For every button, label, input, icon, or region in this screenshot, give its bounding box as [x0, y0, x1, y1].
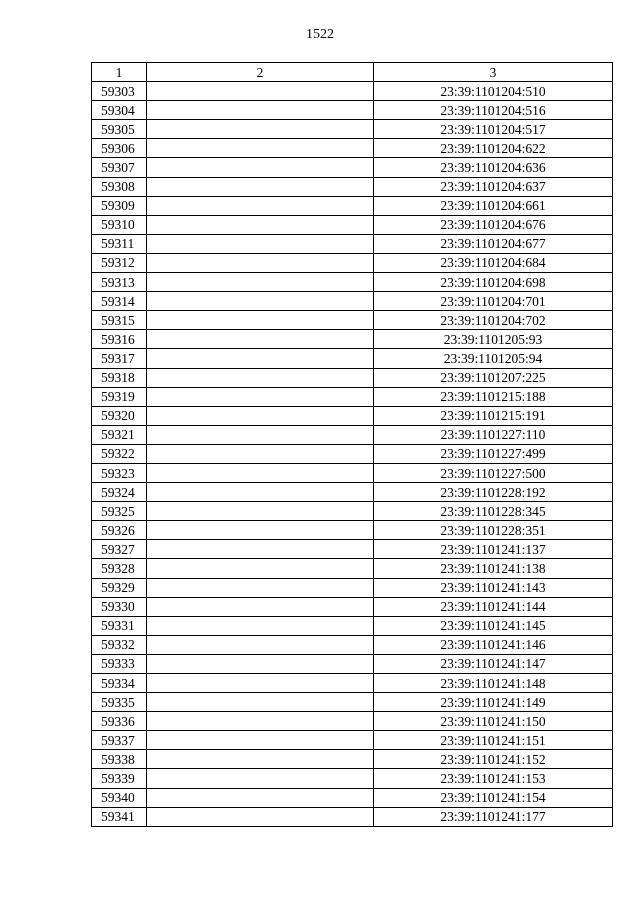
table-header: [92, 63, 613, 82]
table-row: [92, 750, 613, 769]
table-row: [92, 578, 613, 597]
table-row: [92, 330, 613, 349]
row-empty-cell: [147, 311, 374, 330]
row-empty-cell: [147, 674, 374, 693]
cadastral-number-cell: 23:39:1101205:93: [374, 330, 613, 349]
row-number-cell: 59311: [92, 234, 147, 253]
register-table: [91, 62, 613, 827]
cadastral-number-cell: 23:39:1101241:137: [374, 540, 613, 559]
row-empty-cell: [147, 444, 374, 463]
row-number-cell: 59315: [92, 311, 147, 330]
row-empty-cell: [147, 788, 374, 807]
cadastral-number-cell: 23:39:1101204:661: [374, 196, 613, 215]
table-row: [92, 693, 613, 712]
row-number-cell: 59323: [92, 463, 147, 482]
row-empty-cell: [147, 731, 374, 750]
row-empty-cell: [147, 635, 374, 654]
row-number-cell: 59334: [92, 674, 147, 693]
row-number-cell: 59321: [92, 425, 147, 444]
table-row: [92, 521, 613, 540]
row-number-cell: 59324: [92, 483, 147, 502]
row-number-cell: 59305: [92, 120, 147, 139]
row-empty-cell: [147, 177, 374, 196]
row-number-cell: 59333: [92, 654, 147, 673]
row-empty-cell: [147, 712, 374, 731]
cadastral-number-cell: 23:39:1101215:191: [374, 406, 613, 425]
row-number-cell: 59341: [92, 807, 147, 826]
table-row: [92, 311, 613, 330]
row-empty-cell: [147, 292, 374, 311]
row-empty-cell: [147, 540, 374, 559]
row-number-cell: 59318: [92, 368, 147, 387]
column-header-2: 2: [147, 63, 374, 82]
row-number-cell: 59337: [92, 731, 147, 750]
row-empty-cell: [147, 368, 374, 387]
table-row: [92, 731, 613, 750]
row-number-cell: 59325: [92, 502, 147, 521]
row-number-cell: 59306: [92, 139, 147, 158]
cadastral-number-cell: 23:39:1101241:144: [374, 597, 613, 616]
row-number-cell: 59313: [92, 273, 147, 292]
row-empty-cell: [147, 387, 374, 406]
cadastral-number-cell: 23:39:1101227:110: [374, 425, 613, 444]
table-row: [92, 406, 613, 425]
cadastral-number-cell: 23:39:1101204:622: [374, 139, 613, 158]
table-row: [92, 769, 613, 788]
cadastral-number-cell: 23:39:1101204:510: [374, 82, 613, 101]
table-row: [92, 101, 613, 120]
row-empty-cell: [147, 750, 374, 769]
table-row: [92, 502, 613, 521]
row-number-cell: 59322: [92, 444, 147, 463]
row-empty-cell: [147, 215, 374, 234]
row-number-cell: 59326: [92, 521, 147, 540]
row-number-cell: 59329: [92, 578, 147, 597]
cadastral-number-cell: 23:39:1101228:192: [374, 483, 613, 502]
table-row: [92, 273, 613, 292]
row-empty-cell: [147, 196, 374, 215]
table-row: [92, 139, 613, 158]
table-row: [92, 483, 613, 502]
row-empty-cell: [147, 82, 374, 101]
row-number-cell: 59327: [92, 540, 147, 559]
cadastral-number-cell: 23:39:1101241:147: [374, 654, 613, 673]
cadastral-number-cell: 23:39:1101228:345: [374, 502, 613, 521]
cadastral-number-cell: 23:39:1101204:698: [374, 273, 613, 292]
table-row: [92, 597, 613, 616]
table-row: [92, 82, 613, 101]
table-row: [92, 807, 613, 826]
table-row: [92, 463, 613, 482]
row-number-cell: 59314: [92, 292, 147, 311]
cadastral-number-cell: 23:39:1101241:145: [374, 616, 613, 635]
row-empty-cell: [147, 597, 374, 616]
table-row: [92, 616, 613, 635]
row-empty-cell: [147, 463, 374, 482]
cadastral-number-cell: 23:39:1101241:154: [374, 788, 613, 807]
row-empty-cell: [147, 120, 374, 139]
cadastral-number-cell: 23:39:1101227:500: [374, 463, 613, 482]
table-row: [92, 158, 613, 177]
row-number-cell: 59331: [92, 616, 147, 635]
row-empty-cell: [147, 616, 374, 635]
cadastral-number-cell: 23:39:1101204:684: [374, 253, 613, 272]
cadastral-number-cell: 23:39:1101241:149: [374, 693, 613, 712]
cadastral-number-cell: 23:39:1101241:138: [374, 559, 613, 578]
row-empty-cell: [147, 483, 374, 502]
cadastral-number-cell: 23:39:1101241:146: [374, 635, 613, 654]
row-number-cell: 59328: [92, 559, 147, 578]
row-empty-cell: [147, 807, 374, 826]
cadastral-number-cell: 23:39:1101204:676: [374, 215, 613, 234]
cadastral-number-cell: 23:39:1101241:148: [374, 674, 613, 693]
row-number-cell: 59308: [92, 177, 147, 196]
column-header-3: 3: [374, 63, 613, 82]
cadastral-number-cell: 23:39:1101204:636: [374, 158, 613, 177]
row-number-cell: 59310: [92, 215, 147, 234]
row-number-cell: 59320: [92, 406, 147, 425]
row-number-cell: 59317: [92, 349, 147, 368]
row-number-cell: 59332: [92, 635, 147, 654]
cadastral-number-cell: 23:39:1101241:153: [374, 769, 613, 788]
row-empty-cell: [147, 101, 374, 120]
row-empty-cell: [147, 330, 374, 349]
table-row: [92, 444, 613, 463]
cadastral-number-cell: 23:39:1101204:517: [374, 120, 613, 139]
row-empty-cell: [147, 234, 374, 253]
table-row: [92, 559, 613, 578]
cadastral-number-cell: 23:39:1101227:499: [374, 444, 613, 463]
row-empty-cell: [147, 425, 374, 444]
table-row: [92, 120, 613, 139]
table-row: [92, 674, 613, 693]
table-row: [92, 253, 613, 272]
header-row: [92, 63, 613, 82]
cadastral-number-cell: 23:39:1101204:637: [374, 177, 613, 196]
row-number-cell: 59340: [92, 788, 147, 807]
column-header-1: 1: [92, 63, 147, 82]
table-row: [92, 635, 613, 654]
table-row: [92, 712, 613, 731]
table-row: [92, 196, 613, 215]
table-body: [92, 82, 613, 827]
table-row: [92, 292, 613, 311]
page-number: 1522: [306, 27, 334, 42]
cadastral-number-cell: 23:39:1101241:151: [374, 731, 613, 750]
row-empty-cell: [147, 158, 374, 177]
row-number-cell: 59336: [92, 712, 147, 731]
row-number-cell: 59307: [92, 158, 147, 177]
cadastral-number-cell: 23:39:1101204:516: [374, 101, 613, 120]
cadastral-number-cell: 23:39:1101215:188: [374, 387, 613, 406]
cadastral-number-cell: 23:39:1101204:677: [374, 234, 613, 253]
row-number-cell: 59312: [92, 253, 147, 272]
table-row: [92, 654, 613, 673]
row-number-cell: 59335: [92, 693, 147, 712]
row-empty-cell: [147, 693, 374, 712]
table-row: [92, 349, 613, 368]
cadastral-number-cell: 23:39:1101205:94: [374, 349, 613, 368]
table-row: [92, 788, 613, 807]
table-row: [92, 234, 613, 253]
row-empty-cell: [147, 406, 374, 425]
row-empty-cell: [147, 253, 374, 272]
cadastral-number-cell: 23:39:1101204:702: [374, 311, 613, 330]
cadastral-number-cell: 23:39:1101241:143: [374, 578, 613, 597]
row-empty-cell: [147, 502, 374, 521]
row-empty-cell: [147, 273, 374, 292]
table-row: [92, 425, 613, 444]
cadastral-number-cell: 23:39:1101241:152: [374, 750, 613, 769]
row-number-cell: 59330: [92, 597, 147, 616]
row-empty-cell: [147, 349, 374, 368]
row-empty-cell: [147, 521, 374, 540]
row-empty-cell: [147, 578, 374, 597]
row-number-cell: 59303: [92, 82, 147, 101]
table-row: [92, 540, 613, 559]
table-row: [92, 215, 613, 234]
cadastral-number-cell: 23:39:1101241:150: [374, 712, 613, 731]
row-number-cell: 59304: [92, 101, 147, 120]
table-row: [92, 177, 613, 196]
row-empty-cell: [147, 654, 374, 673]
cadastral-number-cell: 23:39:1101204:701: [374, 292, 613, 311]
table-row: [92, 368, 613, 387]
row-empty-cell: [147, 769, 374, 788]
row-number-cell: 59319: [92, 387, 147, 406]
row-number-cell: 59309: [92, 196, 147, 215]
cadastral-number-cell: 23:39:1101207:225: [374, 368, 613, 387]
row-empty-cell: [147, 139, 374, 158]
row-number-cell: 59339: [92, 769, 147, 788]
cadastral-number-cell: 23:39:1101241:177: [374, 807, 613, 826]
table-row: [92, 387, 613, 406]
row-empty-cell: [147, 559, 374, 578]
row-number-cell: 59316: [92, 330, 147, 349]
cadastral-number-cell: 23:39:1101228:351: [374, 521, 613, 540]
row-number-cell: 59338: [92, 750, 147, 769]
